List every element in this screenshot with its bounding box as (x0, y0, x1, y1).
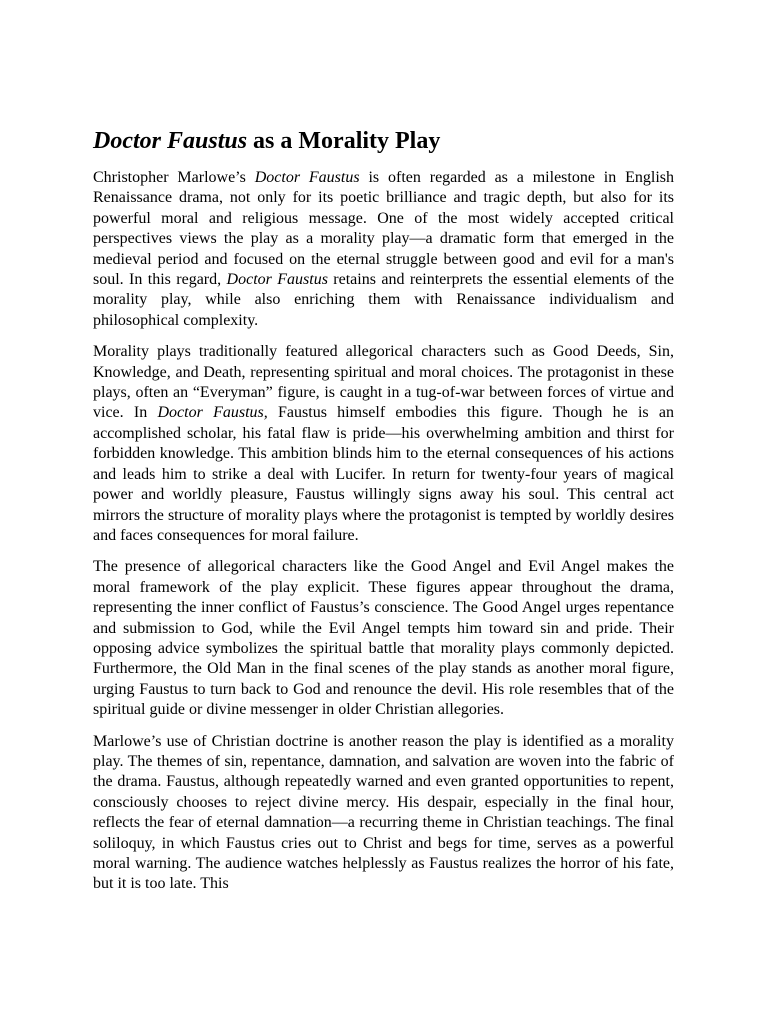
document-page (93, 126, 674, 906)
paragraph-3: The presence of allegorical characters like the Good Angel and Evil Angel makes the moral framework of the play explicit. These figures appear throughout the drama, representing the inner conflict of Faustus’s conscience. The Good Angel urges repentance and submission to God, while the Evil Angel tempts him toward sin and pride. Their opposing advice symbolizes the spiritual battle that morality plays commonly depicted. Furthermore, the Old Man in the final scenes of the play stands as another moral figure, urging Faustus to turn back to God and renounce the devil. His role resembles that of the spiritual guide or divine messenger in older Christian allegories. (93, 558, 674, 719)
paragraph-1-italic-title-b: Doctor Faustus (226, 271, 328, 289)
paragraph-4: Marlowe’s use of Christian doctrine is another reason the play is identified as a morality play. The themes of sin, repentance, damnation, and salvation are woven into the fabric of the drama. Faustus, although repeatedly warned and even granted opportunities to repent, consciously chooses to reject divine mercy. His despair, especially in the final hour, reflects the fear of eternal damnation—a recurring theme in Christian teachings. The final soliloquy, in which Faustus cries out to Christ and begs for time, serves as a powerful moral warning. The audience watches helplessly as Faustus realizes the horror of his fate, but it is too late. This (93, 732, 674, 893)
paragraph-1-text-c: retains and reinterprets the essential elements of the morality play, while also enriching them with Renaissance individualism and philosophical complexity. (93, 271, 675, 329)
page-title (93, 126, 674, 156)
title-rest-part: as a Morality Play (247, 128, 441, 154)
paragraph-1-text-b: is often regarded as a milestone in English Renaissance drama, not only for its poetic brilliance and tragic depth, but also for its powerful moral and religious message. One of the most widely accepted critical perspectives views the play as a morality play—a dramatic form that emerged in the medieval period and focused on the eternal struggle between good and evil for a man's soul. In this regard, (93, 169, 675, 289)
paragraph-1-text-a: Christopher Marlowe’s (93, 169, 255, 186)
paragraph-1 (93, 168, 674, 331)
paragraph-2-text-b: Faustus himself embodies this figure. Though he is an accomplished scholar, his fatal flaw is pride—his overwhelming ambition and thirst for forbidden knowledge. This ambition blinds him to the eternal consequences of his actions and leads him to strike a deal with Lucifer. In return for twenty-four years of magical power and worldly pleasure, Faustus willingly signs away his soul. This central act mirrors the structure of morality plays where the protagonist is tempted by worldly desires and faces consequences for moral failure. (93, 404, 675, 544)
paragraph-2-text-a: Morality plays traditionally featured allegorical characters such as Good Deeds, Sin, Knowledge, and Death, representing spiritual and moral choices. The protagonist in these plays, often an “Everyman” figure, is caught in a tug-of-war between forces of virtue and vice. In (93, 343, 674, 422)
paragraph-2-italic-title: Doctor Faustus, (157, 404, 268, 422)
paragraph-1-italic-title-a: Doctor Faustus (254, 169, 360, 186)
paragraph-2 (93, 342, 674, 546)
title-italic-part: Doctor Faustus (93, 128, 248, 154)
